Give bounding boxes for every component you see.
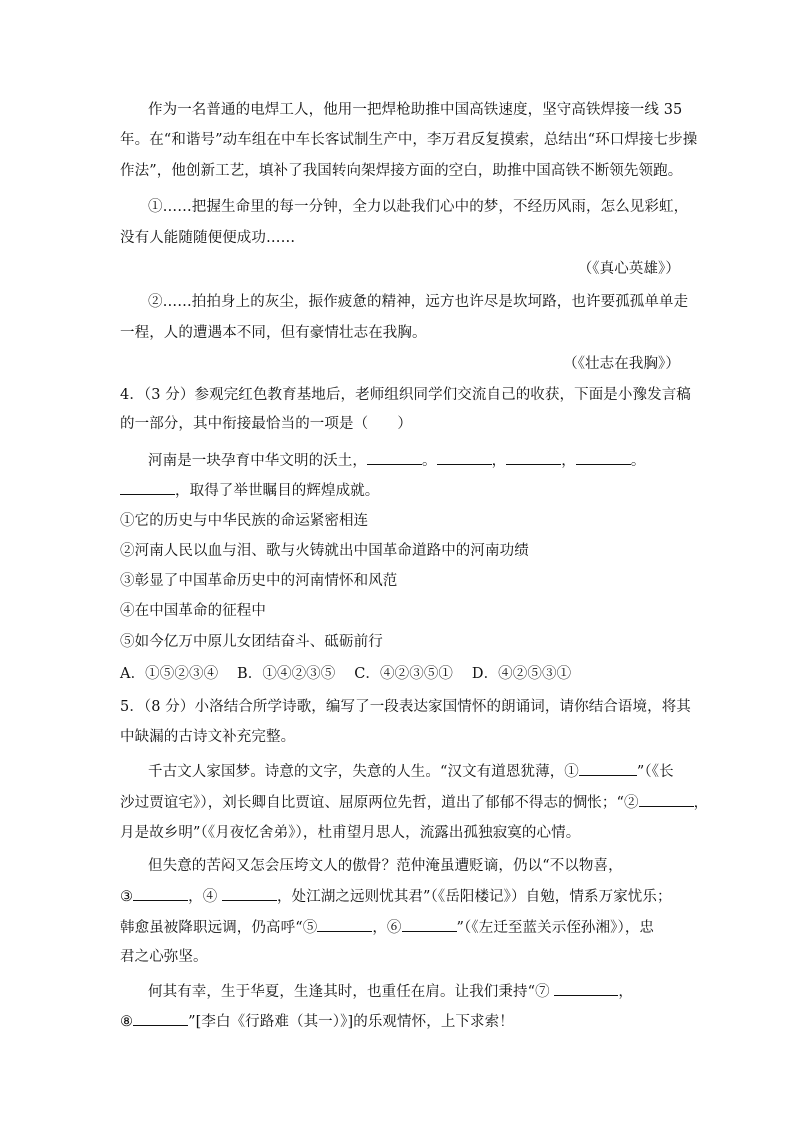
q4-passage-line-1: [148, 450, 680, 471]
q5-p2-line-4: 君之心弥坚。: [120, 949, 208, 965]
q5-p1-text-c: 沙过贾谊宅》），刘长卿自比贾谊、屈原两位先哲，道出了郁郁不得志的惆怅；“②: [120, 795, 639, 811]
q4-blank-5[interactable]: [120, 480, 175, 495]
lyric2-line-2: 一程，人的遭遇本不同，但有豪情壮志在我胸。: [120, 325, 427, 341]
lyric2-line-1: ②……拍拍身上的灰尘，振作疲惫的精神，远方也许尽是坎坷路，也许要孤孤单单走: [148, 294, 689, 310]
q4-sep-period-2: 。: [630, 453, 646, 469]
q5-blank-3[interactable]: [133, 886, 188, 901]
q4-sep-comma-1: ，: [491, 453, 507, 469]
q5-blank-2[interactable]: [639, 792, 694, 807]
q5-p3-text-b1: ⑧: [120, 1014, 134, 1030]
q4-passage-start: 河南是一块孕育中华文明的沃土，: [148, 453, 367, 469]
q5-p1-text-b: ”（《长: [636, 764, 674, 780]
q5-blank-5[interactable]: [317, 917, 372, 932]
q4-item-4: ④在中国革命的征程中: [120, 603, 266, 619]
q4-item-3: ③彰显了中国革命历史中的河南情怀和风范: [120, 573, 398, 589]
q4-stem-line-2: 的一部分，其中衔接最恰当的一项是（ ）: [120, 416, 412, 432]
lyric1-line-2: 没有人能随随便便成功……: [120, 230, 296, 246]
q5-p1-text-d: ，: [693, 795, 709, 811]
q5-blank-4[interactable]: [222, 886, 277, 901]
q4-sep-period: 。: [422, 453, 437, 469]
q4-item-2: ②河南人民以血与泪、歌与火铸就出中国革命道路中的河南功绩: [120, 543, 529, 559]
q5-blank-1[interactable]: [579, 761, 637, 776]
q5-p2-text-c1: 韩愈虽被降职远调，仍高呼“⑤: [120, 920, 318, 936]
q5-p2-text-b1: ③: [120, 889, 134, 905]
q5-p1-text-a: 千古文人家国梦。诗意的文字，失意的人生。“汉文有道恩犹薄，①: [148, 764, 579, 780]
intro-line-2: 年。在“和谐号”动车组在中车长客试制生产中，李万君反复摸索，总结出“环口焊接七步操: [120, 132, 698, 148]
q5-p2-line-2: [120, 886, 680, 907]
q4-blank-2[interactable]: [437, 450, 492, 465]
q5-stem-line-1: 5．（8 分）小洛结合所学诗歌，编写了一段表达家国情怀的朗诵词，请你结合语境，将其: [120, 699, 691, 715]
q5-p2-line-3: [120, 917, 680, 938]
lyric1-line-1: ①……把握生命里的每一分钟，全力以赴我们心中的梦，不经历风雨，怎么见彩虹，: [148, 199, 689, 215]
q5-p2-text-b3: ，处江湖之远则忧其君”（《岳阳楼记》）自勉，情系万家忧乐；: [277, 889, 672, 905]
q5-blank-7[interactable]: [554, 981, 618, 996]
q5-p3-line-2: [120, 1011, 680, 1032]
q4-blank-3[interactable]: [506, 450, 561, 465]
q5-p1-line-1: [148, 761, 680, 782]
q4-blank-4[interactable]: [576, 450, 631, 465]
q4-option-d[interactable]: D．④②⑤③①: [471, 666, 572, 682]
lyric2-source: （《壮志在我胸》）: [563, 356, 680, 372]
q4-passage-end: ，取得了举世瞩目的辉煌成就。: [175, 483, 380, 499]
q4-item-5: ⑤如今亿万中原儿女团结奋斗、砥砺前行: [120, 634, 383, 650]
lyric1-source: （《真心英雄》）: [577, 261, 680, 277]
q4-item-1: ①它的历史与中华民族的命运紧密相连: [120, 513, 369, 529]
q4-option-c[interactable]: C．④②③⑤①: [354, 666, 454, 682]
q4-blank-1[interactable]: [367, 450, 422, 465]
q5-p1-line-3: 月是故乡明”（《月夜忆舍弟》），杜甫望月思人，流露出孤独寂寞的心情。: [120, 825, 581, 841]
q5-p2-text-c2: ，⑥: [372, 920, 402, 936]
q5-blank-6[interactable]: [402, 917, 457, 932]
q5-p2-text-c3: ”（《左迁至蓝关示侄孙湘》），忠: [456, 920, 655, 936]
q5-p2-line-1: 但失意的苦闷又怎会压垮文人的傲骨？范仲淹虽遭贬谪，仍以“不以物喜，: [148, 858, 623, 874]
q4-options: [120, 664, 680, 684]
q5-stem-line-2: 中缺漏的古诗文补充完整。: [120, 729, 296, 745]
q4-option-b[interactable]: B．①④②③⑤: [237, 666, 336, 682]
intro-line-3: 作法”，他创新工艺，填补了我国转向架焊接方面的空白，助推中国高铁不断领先领跑。: [120, 163, 683, 179]
intro-line-1: 作为一名普通的电焊工人，他用一把焊枪助推中国高铁速度，坚守高铁焊接一线 35: [148, 102, 683, 118]
q4-option-a[interactable]: A．①⑤②③④: [120, 666, 219, 682]
q5-blank-8[interactable]: [133, 1011, 188, 1026]
q5-p3-text-a1: 何其有幸，生于华夏，生逢其时，也重任在肩。让我们秉持“⑦: [148, 984, 555, 1000]
q5-p2-text-b2: ，④: [188, 889, 223, 905]
q4-stem-line-1: 4．（3 分）参观完红色教育基地后，老师组织同学们交流自己的收获，下面是小豫发言稿: [120, 387, 691, 403]
q4-sep-comma-2: ，: [561, 453, 576, 469]
q4-passage-line-2: [120, 480, 680, 501]
q5-p3-text-b2: ”[李白《行路难（其一）》]的乐观情怀，上下求索！: [188, 1014, 514, 1030]
q5-p3-text-a2: ，: [618, 984, 634, 1000]
q5-p3-line-1: [148, 981, 680, 1002]
q5-p1-line-2: [120, 792, 709, 813]
